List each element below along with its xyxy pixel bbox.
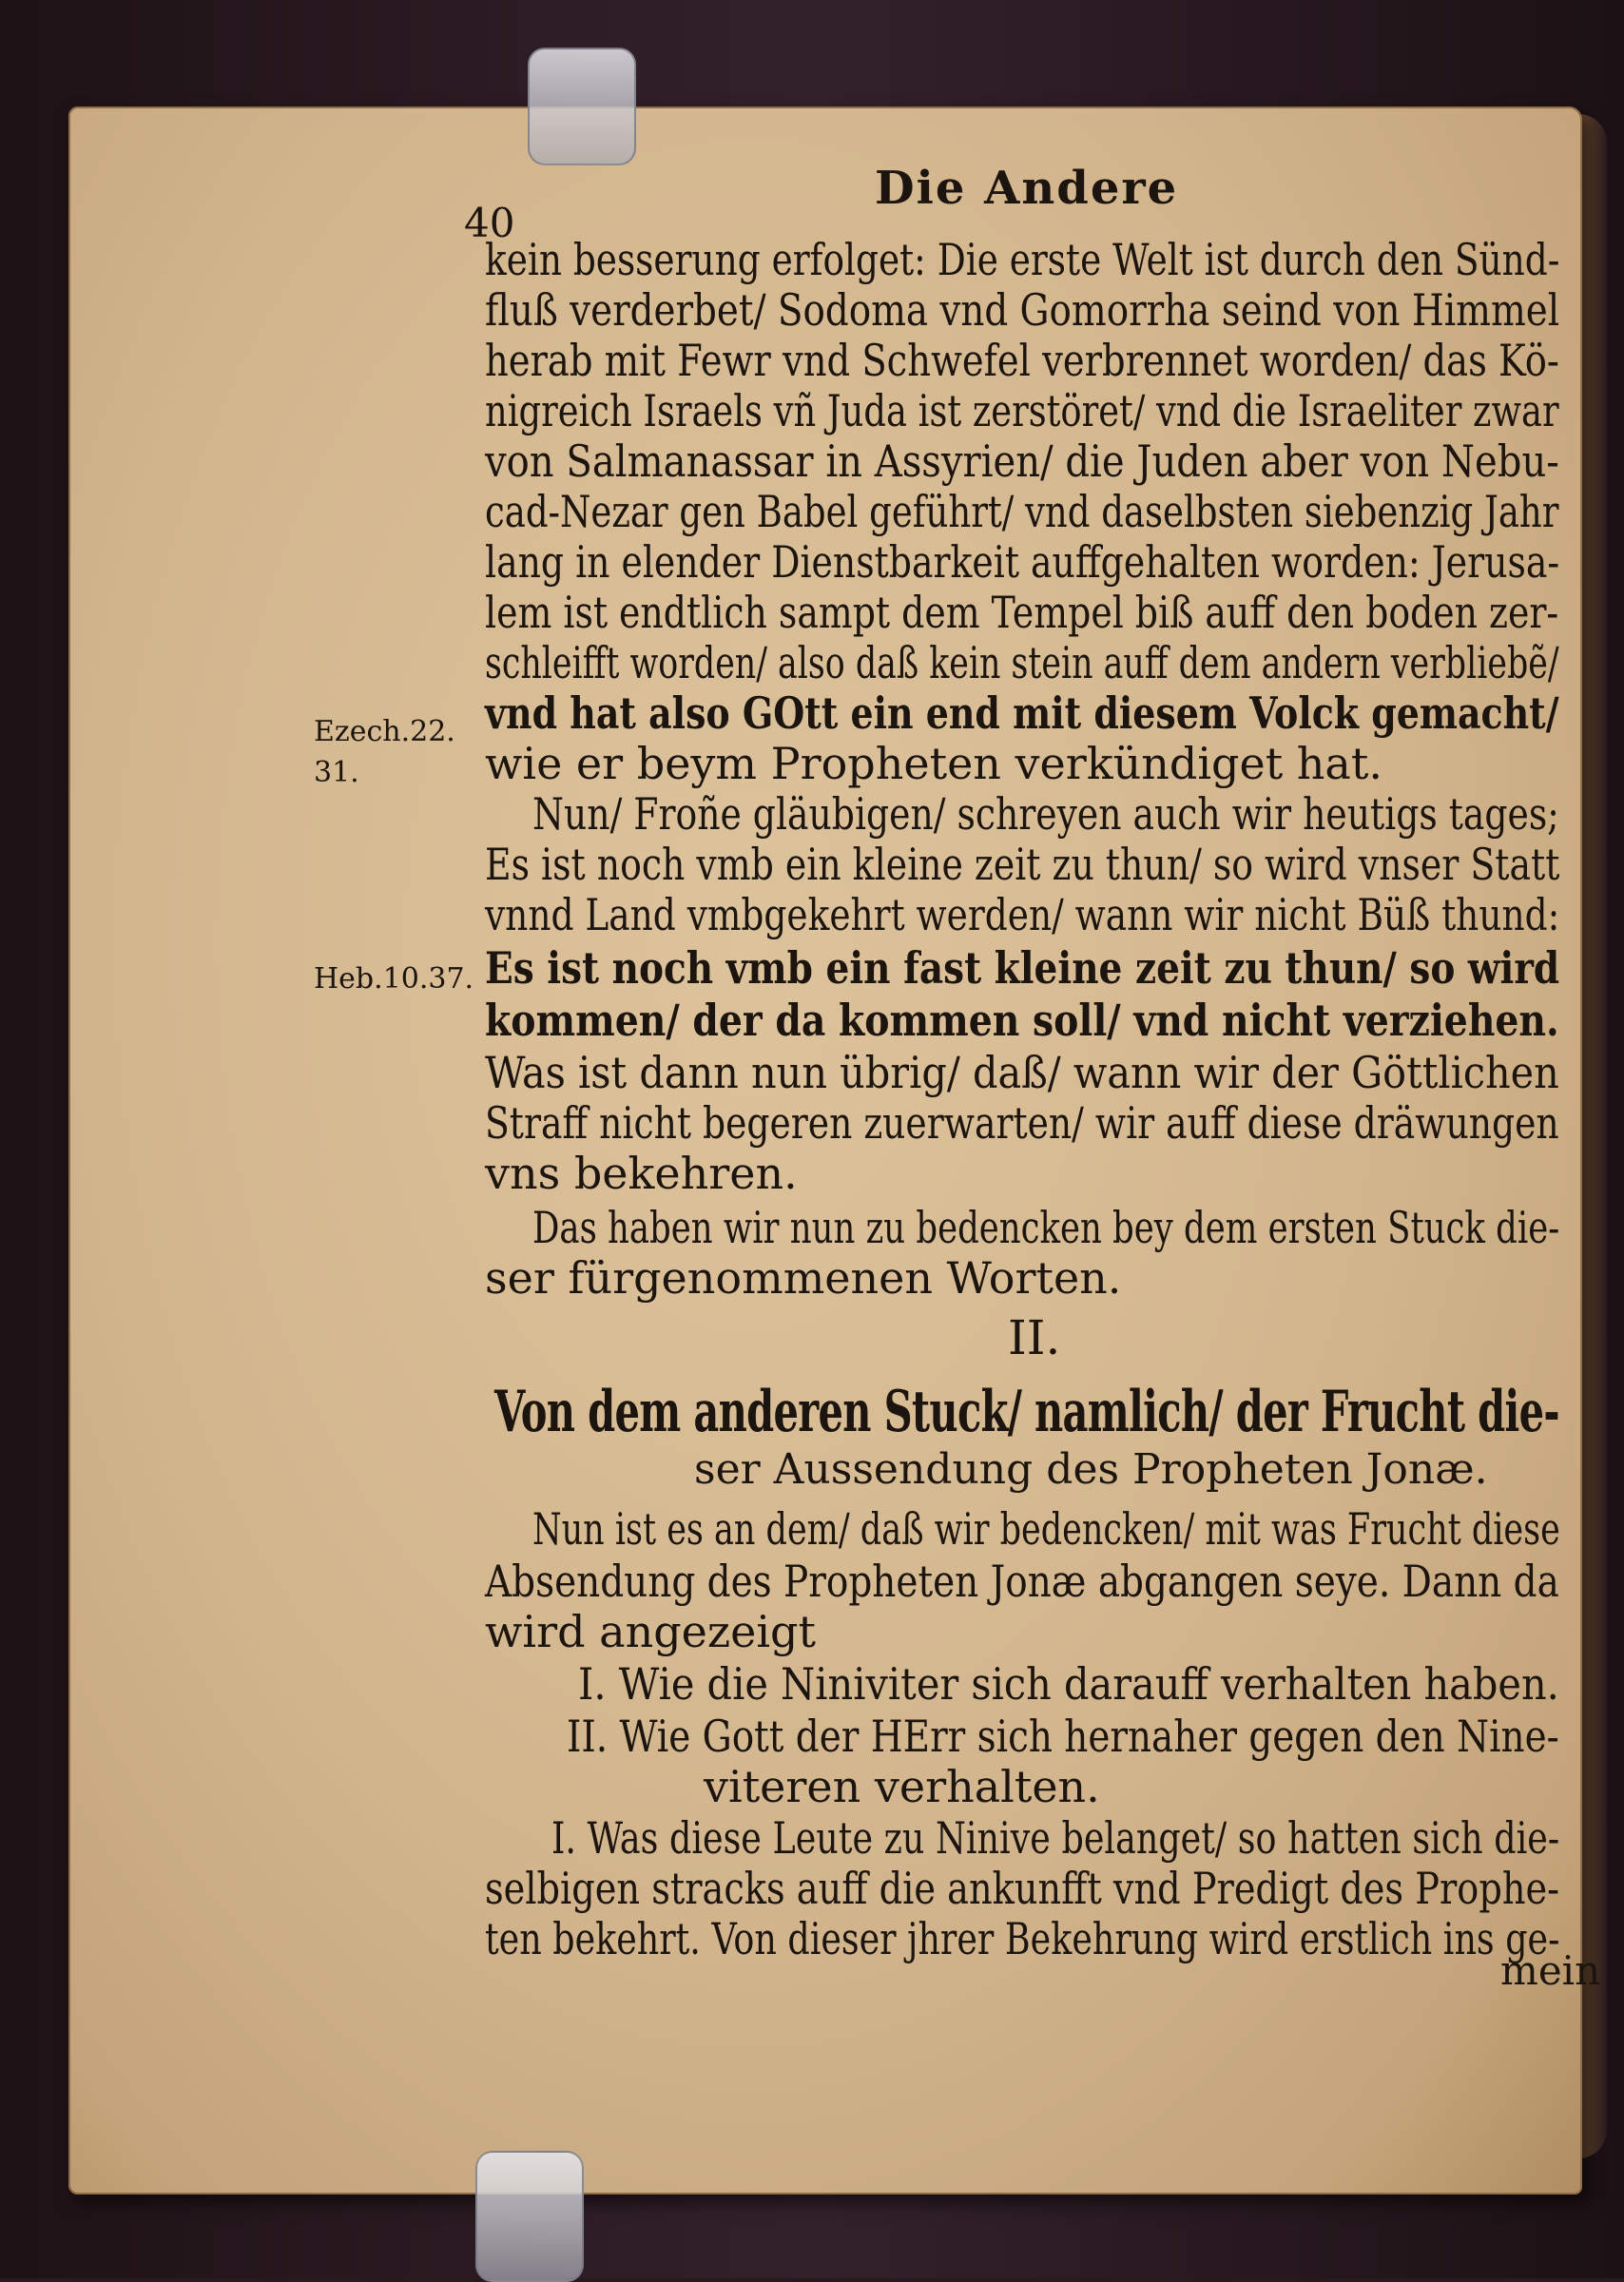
body-line: Es ist noch vmb ein kleine zeit zu thun/ so wird vnser Statt [485,839,1560,890]
body-line: ser fürgenommenen Worten. [485,1252,1122,1304]
section-line: viteren verhalten. [704,1761,1100,1812]
body-line: vnd hat also GOtt ein end mit diesem Volck gemacht/ [485,687,1559,739]
body-line: kein besserung erfolget: Die erste Welt ist durch den Sünd- [485,234,1560,285]
running-head: Die Andere [875,162,1179,215]
section-line: wird angezeigt [485,1606,816,1657]
body-line: Was ist dann nun übrig/ daß/ wann wir der Göttlichen [485,1047,1559,1098]
section-line: II. Wie Gott der HErr sich hernaher gegen den Nine- [567,1711,1559,1762]
catchword: mein [1500,1947,1601,1994]
body-line: wie er beym Propheten verkündiget hat. [485,738,1382,789]
section-line: ten bekehrt. Von dieser jhrer Bekehrung wird erstlich ins ge- [485,1913,1560,1964]
section-line: I. Was diese Leute zu Ninive belanget/ so hatten sich die- [551,1812,1560,1864]
section-number: II. [1008,1310,1061,1365]
body-line: Nun/ Froñe gläubigen/ schreyen auch wir heutigs tages; [532,788,1559,840]
body-line: fluß verderbet/ Sodoma vnd Gomorrha seind von Himmel [485,284,1560,336]
body-line: Das haben wir nun zu bedencken bey dem ersten Stuck die- [532,1202,1560,1253]
body-line: schleifft worden/ also daß kein stein auff dem andern verbliebẽ/ [485,637,1559,688]
top-clip [528,48,636,165]
body-line: vns bekehren. [485,1148,798,1199]
section-line: Absendung des Propheten Jonæ abgangen seye. Dann da [485,1556,1559,1607]
body-line: vnnd Land vmbgekehrt werden/ wann wir nicht Büß thund: [485,889,1560,940]
section-line: Nun ist es an dem/ daß wir bedencken/ mit was Frucht diese [532,1503,1560,1555]
body-line: Es ist noch vmb ein fast kleine zeit zu thun/ so wird [485,942,1560,994]
bottom-clip [475,2151,584,2282]
margin-note-heb: Heb.10.37. [314,962,474,996]
body-line: herab mit Fewr vnd Schwefel verbrennet worden/ das Kö- [485,335,1559,386]
body-line: cad-Nezar gen Babel geführt/ vnd daselbsten siebenzig Jahr [485,486,1559,537]
page-number: 40 [464,200,515,246]
margin-note-ezech-verse: 31. [314,756,359,789]
section-line: I. Wie die Niniviter sich darauff verhalten haben. [578,1658,1559,1710]
body-line: lang in elender Dienstbarkeit auffgehalten worden: Jerusa- [485,536,1560,588]
section-heading: Von dem anderen Stuck/ namlich/ der Frucht die- [494,1379,1559,1445]
body-line: kommen/ der da kommen soll/ vnd nicht verziehen. [485,995,1559,1046]
body-line: von Salmanassar in Assyrien/ die Juden aber von Nebu- [485,435,1559,487]
margin-note-ezech: Ezech.22. [314,715,455,748]
section-subheading: ser Aussendung des Propheten Jonæ. [694,1445,1488,1494]
body-line: nigreich Israels vñ Juda ist zerstöret/ vnd die Israeliter zwar [485,385,1559,436]
section-line: selbigen stracks auff die ankunfft vnd Predigt des Prophe- [485,1863,1560,1914]
body-line: lem ist endtlich sampt dem Tempel biß auff den boden zer- [485,587,1559,638]
body-line: Straff nicht begeren zuerwarten/ wir auff diese dräwungen [485,1097,1559,1149]
